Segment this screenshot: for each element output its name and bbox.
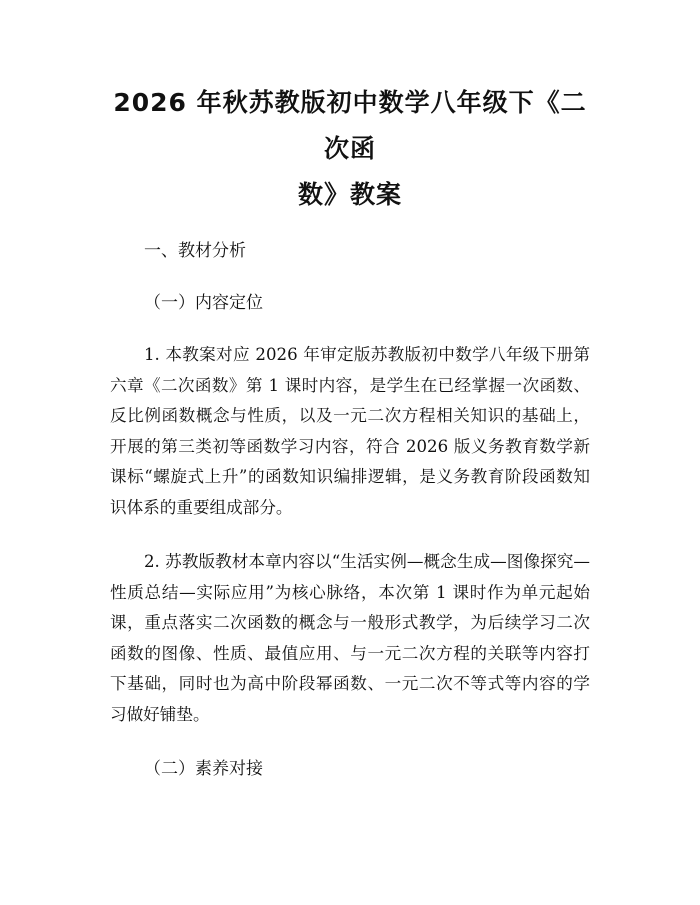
title-line-2: 数》教案	[297, 180, 402, 209]
page-title	[110, 80, 590, 218]
section-heading-material-analysis: 一、教材分析	[144, 241, 246, 261]
paragraph-1: 1. 本教案对应 2026 年审定版苏教版初中数学八年级下册第六章《二次函数》第 1 课时内容，是学生在已经掌握一次函数、反比例函数概念与性质，以及一元二次方程相关知识的基础上，开展的第三类初等函数学习内容，符合 2026 版义务教育数学新课标“螺旋式上升”的函数知识编排逻辑，是义务教育阶段函数知识体系的重要组成部分。	[110, 345, 590, 517]
title-line-1: 2026 年秋苏教版初中数学八年级下《二次函	[113, 88, 587, 163]
subsection-heading-literacy-connection: （二）素养对接	[144, 759, 263, 779]
subsection-heading-content-positioning: （一）内容定位	[144, 293, 263, 313]
paragraph-2: 2. 苏教版教材本章内容以“生活实例—概念生成—图像探究—性质总结—实际应用”为核心脉络，本次第 1 课时作为单元起始课，重点落实二次函数的概念与一般形式教学，为后续学习二次函数的图像、性质、最值应用、与一元二次方程的关联等内容打下基础，同时也为高中阶段幂函数、一元二次不等式等内容的学习做好铺垫。	[110, 552, 590, 724]
